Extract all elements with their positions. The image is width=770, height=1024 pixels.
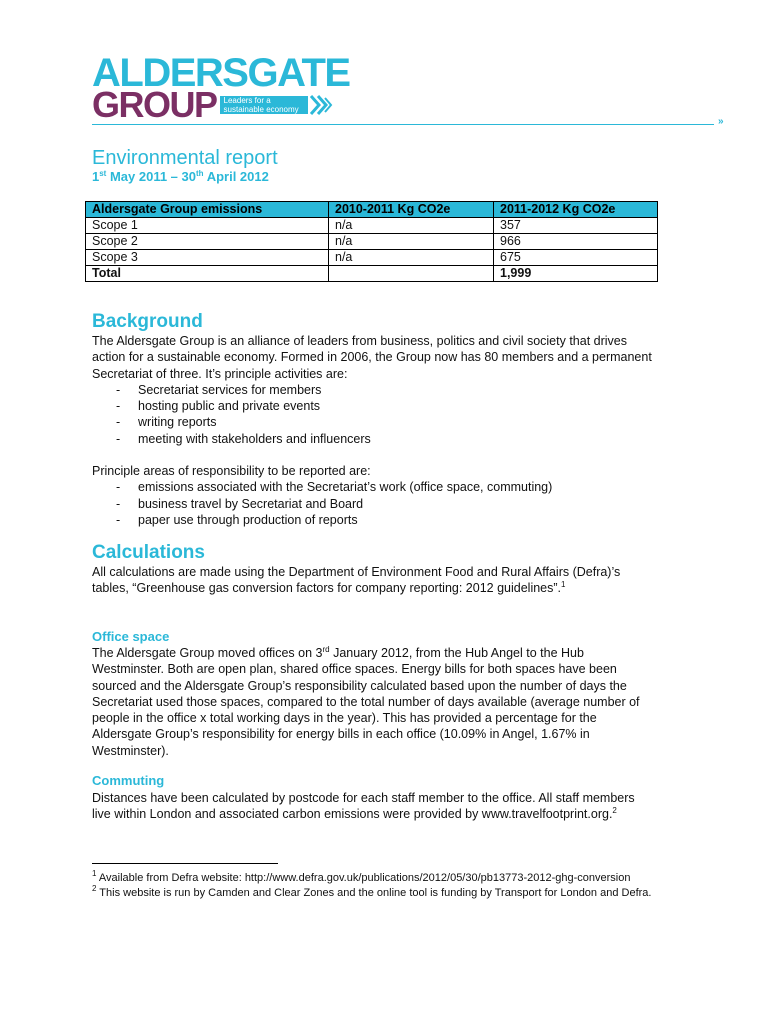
table-total-row bbox=[86, 266, 658, 282]
header-chevron-icon: » bbox=[718, 116, 724, 127]
table-cell: n/a bbox=[329, 234, 494, 250]
report-period: 1st May 2011 – 30th April 2012 bbox=[92, 169, 269, 184]
table-cell bbox=[329, 266, 494, 282]
calculations-body bbox=[92, 564, 652, 597]
footnote-divider bbox=[92, 863, 278, 864]
logo-tagline bbox=[220, 93, 333, 117]
list-item: - business travel by Secretariat and Board bbox=[116, 496, 364, 511]
areas-intro: Principle areas of responsibility to be reported are: bbox=[92, 464, 371, 479]
list-item: - Secretariat services for members bbox=[116, 382, 322, 397]
list-item: - emissions associated with the Secretariat’s work (office space, commuting) bbox=[116, 480, 553, 495]
table-cell: Scope 2 bbox=[86, 234, 329, 250]
footnote: $^1$ Available from Defra website: http://www.defra.gov.uk/publications/2012/05/30/pb13773-2012-ghg-conversion bbox=[92, 869, 631, 884]
section-heading-background: Background bbox=[92, 311, 203, 332]
subheading-commuting: Commuting bbox=[92, 773, 165, 788]
calculations-text: All calculations are made using the Department of Environment Food and Rural Affairs (Defra)’s tables, “Greenhouse gas conversion factors for company reporting: 2012 guidelines”.$^1$ bbox=[92, 565, 621, 596]
section-heading-calculations: Calculations bbox=[92, 542, 205, 563]
subheading-office-space: Office space bbox=[92, 629, 170, 644]
logo-wordmark-group: GROUP bbox=[92, 84, 217, 125]
list-item: - writing reports bbox=[116, 415, 217, 430]
table-cell: 966 bbox=[494, 234, 658, 250]
footnote-ref: 1 bbox=[561, 580, 566, 590]
table-header-cell: 2010-2011 Kg CO2e bbox=[329, 202, 494, 218]
table-cell: Scope 3 bbox=[86, 250, 329, 266]
list-item: - meeting with stakeholders and influencers bbox=[116, 431, 371, 446]
table-row bbox=[86, 234, 658, 250]
table-cell: 1,999 bbox=[494, 266, 658, 282]
commuting-body bbox=[92, 790, 652, 823]
table-cell: n/a bbox=[329, 218, 494, 234]
footnote-ref: 2 bbox=[612, 806, 617, 816]
logo-tagline-line1: Leaders for a bbox=[223, 96, 271, 105]
logo-chevrons-icon bbox=[309, 94, 333, 116]
table-cell: Scope 1 bbox=[86, 218, 329, 234]
commuting-text: Distances have been calculated by postcode for each staff member to the office. All staff members live within London and associated carbon emissions were provided by www.travelfootprint.org.$^2$ bbox=[92, 791, 635, 822]
footnotes bbox=[92, 871, 652, 901]
table-header-cell: Aldersgate Group emissions bbox=[86, 202, 329, 218]
header-divider bbox=[92, 124, 714, 125]
footnote: $^2$ This website is run by Camden and Clear Zones and the online tool is funding by Transport for London and Defra. bbox=[92, 884, 652, 899]
page-title: Environmental report bbox=[92, 147, 278, 169]
list-item: - hosting public and private events bbox=[116, 399, 321, 414]
table-row bbox=[86, 250, 658, 266]
logo-wordmark-aldersgate: ALDERSGATE bbox=[92, 51, 350, 95]
logo-tagline-line2: sustainable economy bbox=[223, 105, 299, 114]
list-item: - paper use through production of reports bbox=[116, 512, 358, 527]
emissions-table bbox=[85, 201, 658, 282]
table-header-row bbox=[86, 202, 658, 218]
table-header-cell: 2011-2012 Kg CO2e bbox=[494, 202, 658, 218]
table-cell: Total bbox=[86, 266, 329, 282]
office-body bbox=[92, 645, 652, 759]
aldersgate-logo bbox=[92, 51, 350, 125]
table-row bbox=[86, 218, 658, 234]
background-intro: The Aldersgate Group is an alliance of leaders from business, politics and civil society that drives action for a sustainable economy. Formed in 2006, the Group now has 80 members and a permanent Secretariat of three. It’s principle activities are: bbox=[92, 334, 652, 381]
table-cell: n/a bbox=[329, 250, 494, 266]
activities-list bbox=[92, 382, 652, 447]
table-cell: 675 bbox=[494, 250, 658, 266]
office-text: The Aldersgate Group moved offices on 3rd January 2012, from the Hub Angel to the Hub Westminster. Both are open plan, shared office spaces. Energy bills for both spaces have been sourced and the Aldersgate Group’s responsibility calculated based upon the number of days the Secretariat used those spaces, compared to the total number of days available (average number of people in the office x total working days in the year). This has provided a percentage for the Aldersgate Group’s responsibility for energy bills in each office (10.09% in Angel, 1.67% in Westminster). bbox=[92, 645, 640, 758]
table-cell: 357 bbox=[494, 218, 658, 234]
background-body bbox=[92, 333, 652, 528]
areas-list bbox=[92, 479, 652, 528]
